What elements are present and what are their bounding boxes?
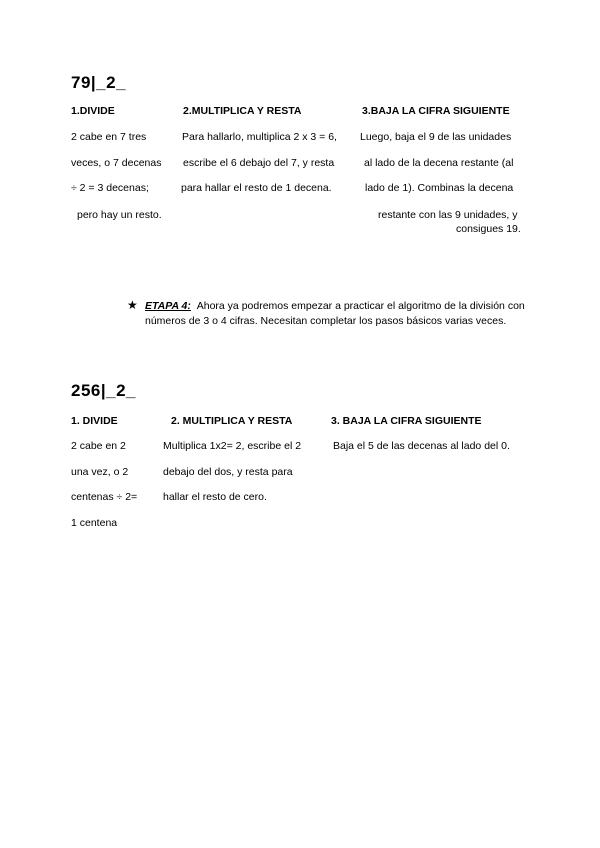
- section2-col2-line: debajo del dos, y resta para: [163, 466, 293, 478]
- section1-col2-line: escribe el 6 debajo del 7, y resta: [183, 157, 335, 169]
- section2-title: 256|_2_: [71, 381, 136, 400]
- section1-col1-line: pero hay un resto.: [77, 209, 162, 221]
- section2-col2-line: Multiplica 1x2= 2, escribe el 2: [163, 440, 302, 452]
- section1-col3-line: restante con las 9 unidades, y: [378, 209, 518, 221]
- section2-col2-line: hallar el resto de cero.: [163, 491, 267, 503]
- section1-col3-line: al lado de la decena restante (al: [364, 157, 514, 169]
- section1-col1-line: ÷ 2 = 3 decenas;: [71, 182, 149, 194]
- section1-col3-line: Luego, baja el 9 de las unidades: [360, 131, 512, 143]
- section1-col2-line: Para hallarlo, multiplica 2 x 3 = 6,: [182, 131, 337, 143]
- section2-col1-line: centenas ÷ 2=: [71, 491, 138, 503]
- etapa-paragraph: [145, 299, 545, 329]
- section2-col2-heading: 2. MULTIPLICA Y RESTA: [171, 415, 293, 427]
- section1-col2-heading: 2.MULTIPLICA Y RESTA: [183, 105, 302, 117]
- section1-col3-line: consigues 19.: [456, 223, 521, 235]
- etapa-text: Ahora ya podremos empezar a practicar el algoritmo de la división con números de 3 o 4 cifras. Necesitan completar los pasos básicos varias veces.: [145, 300, 525, 327]
- section1-col3-line: lado de 1). Combinas la decena: [365, 182, 514, 194]
- section2-col1-heading: 1. DIVIDE: [71, 415, 118, 427]
- section2-col3-heading: 3. BAJA LA CIFRA SIGUIENTE: [331, 415, 482, 427]
- section2-col1-line: una vez, o 2: [71, 466, 129, 478]
- section1-col2-line: para hallar el resto de 1 decena.: [181, 182, 332, 194]
- etapa-label: ETAPA 4:: [145, 300, 191, 312]
- section1-title: 79|_2_: [71, 73, 127, 92]
- star-bullet-icon: ★: [127, 298, 138, 312]
- section1-col1-line: 2 cabe en 7 tres: [71, 131, 147, 143]
- section1-col1-line: veces, o 7 decenas: [71, 157, 162, 169]
- section2-col1-line: 2 cabe en 2: [71, 440, 126, 452]
- section2-col1-line: 1 centena: [71, 517, 118, 529]
- section2-col3-line: Baja el 5 de las decenas al lado del 0.: [333, 440, 510, 452]
- section1-col3-heading: 3.BAJA LA CIFRA SIGUIENTE: [362, 105, 510, 117]
- section1-col1-heading: 1.DIVIDE: [71, 105, 115, 117]
